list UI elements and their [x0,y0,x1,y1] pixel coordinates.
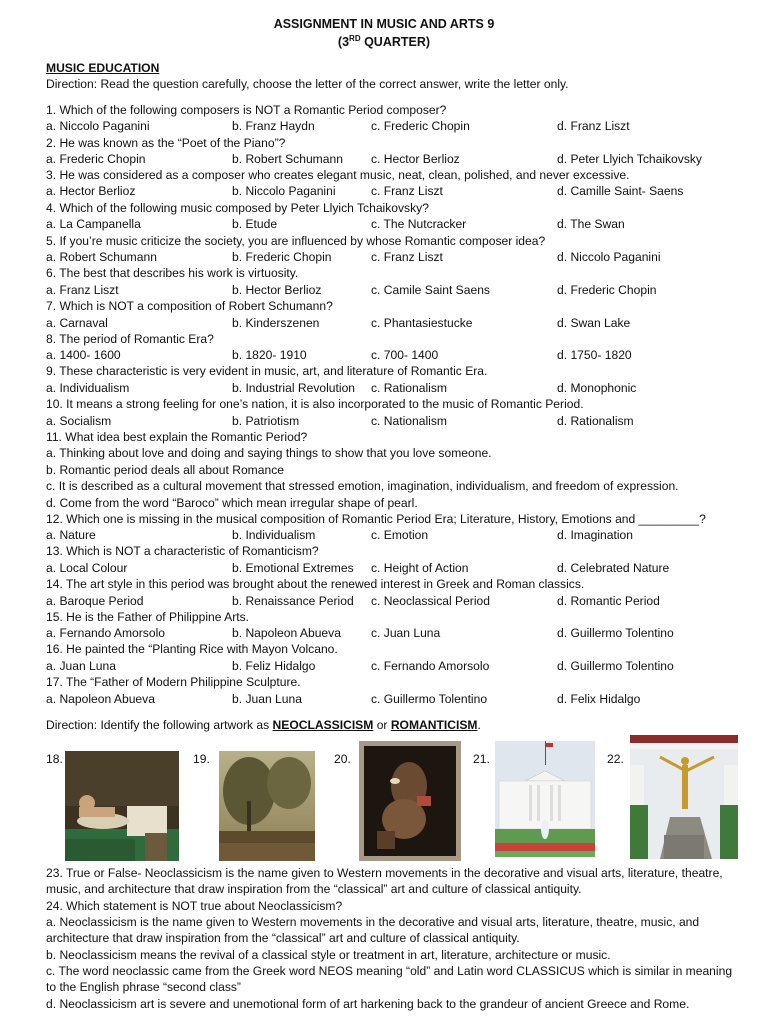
choice: d. Niccolo Paganini [557,250,661,264]
choice: c. Juan Luna [371,626,441,640]
choice: c. Guillermo Tolentino [371,692,488,706]
choice: d. Romantic Period [557,594,660,608]
question-1: 1. Which of the following composers is NOT a Romantic Period composer? [46,103,447,117]
choices-2 [46,151,766,167]
choices-5 [46,249,766,265]
choice: a. Hector Berlioz [46,184,136,198]
question-9: 9. These characteristic is very evident in music, art, and literature of Romantic Era. [46,364,488,378]
choice: d. 1750- 1820 [557,348,632,362]
question-4: 4. Which of the following music composed by Peter Llyich Tchaikovsky? [46,201,429,215]
choice: c. Franz Liszt [371,184,443,198]
choice: c. Camile Saint Saens [371,283,490,297]
choices-7 [46,315,766,331]
choice: b. Patriotism [232,414,300,428]
choice: c. Height of Action [371,561,469,575]
choice: c. Frederic Chopin [371,119,470,133]
choice: b. Franz Haydn [232,119,315,133]
choice: a. Robert Schumann [46,250,157,264]
question-11: 11. What idea best explain the Romantic Period? [46,430,308,444]
choices-17 [46,691,766,707]
question-14: 14. The art style in this period was brought about the renewed interest in Greek and Roman classics. [46,577,585,591]
choice: d. Guillermo Tolentino [557,626,674,640]
document-title: ASSIGNMENT IN MUSIC AND ARTS 9 [273,17,495,31]
choice: b. Individualism [232,528,316,542]
choices-16 [46,658,766,674]
question-15: 15. He is the Father of Philippine Arts. [46,610,250,624]
artwork-image-19 [219,751,315,861]
artwork-image-21 [495,741,595,857]
choice: b. Renaissance Period [232,594,354,608]
quarter-subtitle: (3RD QUARTER) [337,33,431,49]
choice: d. Peter Llyich Tchaikovsky [557,152,702,166]
choice: b. Etude [232,217,278,231]
choice: a. Napoleon Abueva [46,692,155,706]
question-17: 17. The “Father of Modern Philippine Sculpture. [46,675,301,689]
choice: c. Phantasiestucke [371,316,473,330]
artwork-image-18 [65,751,179,861]
neoclassicism-term: NEOCLASSICISM [272,718,374,732]
choices-9 [46,380,766,396]
artwork-number-21: 21. [473,752,490,766]
question-2: 2. He was known as the “Poet of the Piano”? [46,136,286,150]
q11-option-b: b. Romantic period deals all about Romance [46,463,284,477]
choice: b. Napoleon Abueva [232,626,341,640]
choice: a. Nature [46,528,96,542]
choices-4 [46,216,766,232]
choice: b. Industrial Revolution [232,381,356,395]
question-10: 10. It means a strong feeling for one’s nation, it is also incorporated to the music of Romantic Period. [46,397,584,411]
choice: d. Monophonic [557,381,637,395]
choice: d. Rationalism [557,414,634,428]
choice: d. Franz Liszt [557,119,630,133]
choices-13 [46,560,766,576]
question-6: 6. The best that describes his work is virtuosity. [46,266,299,280]
choice: b. Robert Schumann [232,152,343,166]
choice: d. Swan Lake [557,316,631,330]
choices-3 [46,183,766,199]
choices-10 [46,413,766,429]
choices-15 [46,625,766,641]
choice: d. Imagination [557,528,633,542]
question-16: 16. He painted the “Planting Rice with Mayon Volcano. [46,642,338,656]
choice: d. Guillermo Tolentino [557,659,674,673]
q11-option-c: c. It is described as a cultural movement that stressed emotion, imagination, individualism, and freedom of expression. [46,479,679,493]
question-24: 24. Which statement is NOT true about Neoclassicism? [46,899,343,913]
q11-option-a: a. Thinking about love and doing and saying things to show that you love someone. [46,446,492,460]
choice: a. Socialism [46,414,112,428]
choice: b. 1820- 1910 [232,348,307,362]
choice: b. Juan Luna [232,692,302,706]
choice: c. The Nutcracker [371,217,467,231]
choice: b. Emotional Extremes [232,561,354,575]
q24-option-b: b. Neoclassicism means the revival of a classical style or treatment in art, literature, architecture or music. [46,948,611,962]
artwork-image-22 [630,735,738,859]
q24-option-a: a. Neoclassicism is the name given to Western movements in the decorative and visual arts, literature, theatre, music, and architecture that draw inspiration from the “classical” art and culture of classical antiquity. [46,915,700,946]
choice: a. Frederic Chopin [46,152,146,166]
question-3: 3. He was considered as a composer who creates elegant music, neat, clean, polished, and never excessive. [46,168,630,182]
question-23: 23. True or False- Neoclassicism is the name given to Western movements in the decorative and visual arts, literature, theatre, music, and architecture that draw inspiration from the “classical” art and culture of classical antiquity. [46,866,723,897]
choice: a. Local Colour [46,561,128,575]
q11-option-d: d. Come from the word “Baroco” which mean irregular shape of pearl. [46,496,418,510]
q24-option-c: c. The word neoclassic came from the Greek word NEOS meaning “old” and Latin word CLASSICUS which is similar in meaning to the English phrase “second class” [46,964,733,995]
choice: c. Fernando Amorsolo [371,659,490,673]
choice: c. Rationalism [371,381,447,395]
choice: c. Hector Berlioz [371,152,460,166]
section-heading: MUSIC EDUCATION [46,61,160,75]
choice: a. Individualism [46,381,130,395]
choice: a. Franz Liszt [46,283,119,297]
choice: c. Neoclassical Period [371,594,490,608]
choice: b. Hector Berlioz [232,283,322,297]
choice: c. Emotion [371,528,429,542]
choice: b. Feliz Hidalgo [232,659,316,673]
artwork-number-22: 22. [607,752,624,766]
choice: b. Frederic Chopin [232,250,332,264]
choice: a. Niccolo Paganini [46,119,150,133]
romanticism-term: ROMANTICISM [390,718,478,732]
artwork-number-19: 19. [193,752,210,766]
choice: d. Camille Saint- Saens [557,184,684,198]
choice: a. Baroque Period [46,594,144,608]
choice: c. Franz Liszt [371,250,443,264]
choice: b. Niccolo Paganini [232,184,336,198]
artwork-number-20: 20. [334,752,351,766]
question-5: 5. If you’re music criticize the society, you are influenced by whose Romantic composer idea? [46,234,546,248]
choice: a. Carnaval [46,316,108,330]
choice: a. Juan Luna [46,659,116,673]
artwork-direction: Direction: Identify the following artwork as NEOCLASSICISM or ROMANTICISM. [46,718,481,732]
question-8: 8. The period of Romantic Era? [46,332,214,346]
choice: d. Celebrated Nature [557,561,670,575]
choice: d. The Swan [557,217,625,231]
choice: c. 700- 1400 [371,348,439,362]
question-12: 12. Which one is missing in the musical composition of Romantic Period Era; Literature, History, Emotions and _________? [46,512,706,526]
choice: b. Kinderszenen [232,316,320,330]
choices-12 [46,527,766,543]
artwork-image-20 [359,741,461,861]
choice: a. 1400- 1600 [46,348,121,362]
artwork-number-18: 18. [46,752,63,766]
choice: d. Felix Hidalgo [557,692,641,706]
choice: c. Nationalism [371,414,447,428]
choices-14 [46,593,766,609]
choices-8 [46,347,766,363]
question-13: 13. Which is NOT a characteristic of Romanticism? [46,544,319,558]
question-7: 7. Which is NOT a composition of Robert Schumann? [46,299,333,313]
choices-1 [46,118,766,134]
choice: a. Fernando Amorsolo [46,626,165,640]
choices-6 [46,282,766,298]
choice: d. Frederic Chopin [557,283,657,297]
section-direction: Direction: Read the question carefully, choose the letter of the correct answer, write the letter only. [46,77,569,91]
q24-option-d: d. Neoclassicism art is severe and unemotional form of art harkening back to the grandeur of ancient Greece and Rome. [46,997,690,1011]
choice: a. La Campanella [46,217,141,231]
